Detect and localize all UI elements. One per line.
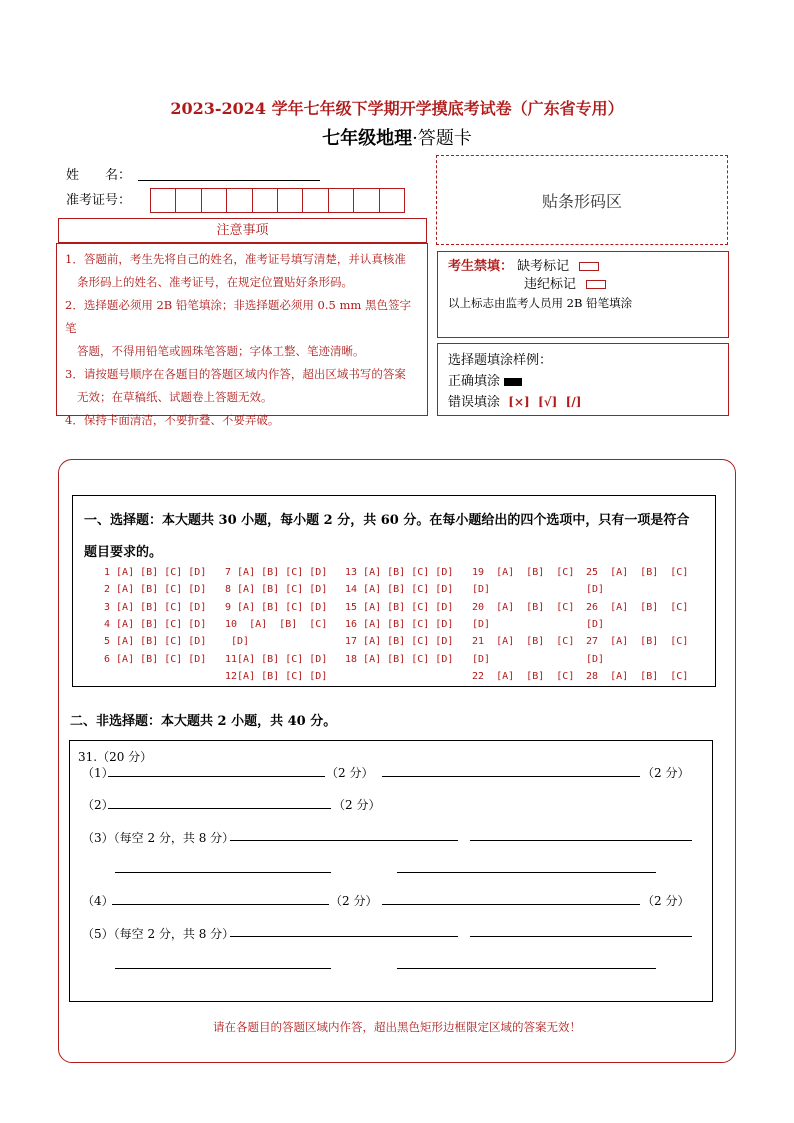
q31-part1-blank-2[interactable] <box>382 776 640 777</box>
q31-label: 31.（20 分） <box>78 750 153 764</box>
mc-option-row[interactable]: 27 [A] [B] [C] <box>586 636 689 648</box>
mc-option-row[interactable]: 21 [A] [B] [C] <box>472 636 575 648</box>
mc-option-row[interactable]: 7 [A] [B] [C] [D] <box>225 567 328 578</box>
examiner-only-box <box>437 251 729 338</box>
mc-option-row[interactable]: 22 [A] [B] [C] <box>472 670 575 682</box>
notice-item-1: 1．答题前，考生先将自己的姓名，准考证号填写清楚，并认真核准 <box>65 252 406 266</box>
mc-option-row[interactable]: 13 [A] [B] [C] [D] <box>345 567 454 578</box>
q31-part5-label: （5）（每空 2 分，共 8 分） <box>82 927 235 941</box>
barcode-label: 贴条形码区 <box>541 191 622 211</box>
section2-heading: 二、非选择题：本大题共 2 小题，共 40 分。 <box>70 714 337 729</box>
mc-option-row[interactable]: 26 [A] [B] [C] <box>586 601 689 613</box>
mc-option-row[interactable]: 20 [A] [B] [C] <box>472 601 575 613</box>
notice-box <box>56 243 428 427</box>
mc-option-row[interactable]: 15 [A] [B] [C] [D] <box>345 601 454 613</box>
forbid-note: 以上标志由监考人员用 2B 铅笔填涂 <box>448 296 633 310</box>
q31-part3-blank-2[interactable] <box>470 840 692 841</box>
mc-option-row[interactable]: 25 [A] [B] [C] <box>586 567 689 578</box>
mc-option-row[interactable]: 4 [A] [B] [C] [D] <box>104 618 207 630</box>
mc-option-row[interactable]: [D] <box>472 584 491 596</box>
mc-option-row[interactable]: 5 [A] [B] [C] [D] <box>104 636 207 648</box>
mc-option-row[interactable]: 12[A] [B] [C] [D] <box>225 670 328 682</box>
mc-option-row[interactable]: 6 [A] [B] [C] [D] <box>104 653 207 665</box>
q31-part1-blank-1[interactable] <box>108 776 325 777</box>
title-year: 2023-2024 <box>170 99 267 118</box>
card-subtitle <box>0 124 794 150</box>
mc-option-row[interactable]: [D] <box>472 618 491 630</box>
wrong-fill-marks: [×] [√] [/] <box>508 395 582 409</box>
exam-title <box>0 96 794 119</box>
notice-item-2-cont: 答题，不得用铅笔或圆珠笔答题；字体工整、笔迹清晰。 <box>77 344 365 358</box>
id-number-boxes[interactable] <box>151 188 405 213</box>
q31-part2-score: （2 分） <box>333 798 381 812</box>
mc-option-row[interactable]: 14 [A] [B] [C] [D] <box>345 584 454 596</box>
mc-option-row[interactable]: [D] <box>472 653 491 665</box>
footer-warning: 请在各题目的答题区域内作答，超出黑色矩形边框限定区域的答案无效！ <box>213 1020 581 1034</box>
mc-heading-line1: 一、选择题：本大题共 30 小题，每小题 2 分，共 60 分。在每小题给出的四个选项中，只有一项是符合 <box>84 513 690 528</box>
mc-option-row[interactable]: 8 [A] [B] [C] [D] <box>225 584 328 596</box>
q31-part1-score-2: （2 分） <box>642 766 690 780</box>
q31-part3-blank-4[interactable] <box>397 872 656 873</box>
id-label: 准考证号： <box>66 193 132 208</box>
sample-heading: 选择题填涂样例： <box>448 353 553 368</box>
notice-item-2: 2．选择题必须用 2B 铅笔填涂；非选择题必须用 0.5 mm 黑色签字笔 <box>65 298 411 335</box>
q31-part3-blank-1[interactable] <box>230 840 458 841</box>
notice-item-4: 4．保持卡面清洁，不要折叠、不要弄破。 <box>65 413 280 427</box>
q31-part1-label: （1） <box>82 766 114 780</box>
id-digit-box[interactable] <box>353 188 379 213</box>
id-digit-box[interactable] <box>201 188 227 213</box>
name-label: 姓 名： <box>66 168 132 183</box>
q31-part5-blank-2[interactable] <box>470 936 692 937</box>
q31-part4-label: （4） <box>82 894 114 908</box>
subtitle-card: ·答题卡 <box>412 128 472 149</box>
q31-part2-label: （2） <box>82 798 114 812</box>
id-digit-box[interactable] <box>226 188 252 213</box>
mc-option-row[interactable]: 18 [A] [B] [C] [D] <box>345 653 454 665</box>
fill-sample-box <box>437 343 729 416</box>
q31-part4-score-2: （2 分） <box>642 894 690 908</box>
id-digit-box[interactable] <box>252 188 278 213</box>
name-field[interactable] <box>138 180 320 181</box>
mc-option-row[interactable]: 3 [A] [B] [C] [D] <box>104 601 207 613</box>
forbid-label: 考生禁填： <box>448 259 514 274</box>
id-digit-box[interactable] <box>150 188 176 213</box>
title-text: 学年七年级下学期开学摸底考试卷（广东省专用） <box>266 99 624 118</box>
absent-mark-label: 缺考标记 <box>517 259 570 274</box>
mc-option-row[interactable]: 16 [A] [B] [C] [D] <box>345 618 454 630</box>
mc-heading <box>84 505 712 569</box>
mc-option-row[interactable]: 17 [A] [B] [C] [D] <box>345 636 454 648</box>
q31-part4-blank-2[interactable] <box>382 904 640 905</box>
id-digit-box[interactable] <box>175 188 201 213</box>
mc-option-row[interactable]: 2 [A] [B] [C] [D] <box>104 584 207 596</box>
correct-fill-label: 正确填涂 <box>448 374 501 389</box>
violation-mark-box[interactable] <box>586 280 606 289</box>
mc-option-row[interactable]: 10 [A] [B] [C] <box>225 618 328 630</box>
q31-part5-blank-1[interactable] <box>230 936 458 937</box>
mc-heading-line2: 题目要求的。 <box>84 545 163 560</box>
q31-part5-blank-3[interactable] <box>115 968 331 969</box>
correct-fill-mark <box>504 378 522 386</box>
q31-part3-label: （3）（每空 2 分，共 8 分） <box>82 831 235 845</box>
q31-box <box>69 740 713 1002</box>
q31-part4-score-1: （2 分） <box>330 894 378 908</box>
id-digit-box[interactable] <box>302 188 328 213</box>
mc-option-row[interactable]: [D] <box>586 584 605 596</box>
violation-mark-label: 违纪标记 <box>524 277 577 292</box>
id-digit-box[interactable] <box>328 188 354 213</box>
notice-item-1-cont: 条形码上的姓名、准考证号，在规定位置贴好条形码。 <box>77 275 353 289</box>
q31-part5-blank-4[interactable] <box>397 968 656 969</box>
mc-option-row[interactable]: [D] <box>225 636 250 648</box>
mc-option-row[interactable]: 1 [A] [B] [C] [D] <box>104 567 207 578</box>
id-digit-box[interactable] <box>277 188 303 213</box>
q31-part3-blank-3[interactable] <box>115 872 331 873</box>
id-digit-box[interactable] <box>379 188 405 213</box>
notice-item-3-cont: 无效；在草稿纸、试题卷上答题无效。 <box>77 390 273 404</box>
wrong-fill-label: 错误填涂 <box>448 395 501 410</box>
mc-option-row[interactable]: 11[A] [B] [C] [D] <box>225 653 328 665</box>
q31-part1-score-1: （2 分） <box>326 766 374 780</box>
subtitle-subject: 七年级地理 <box>322 128 413 149</box>
q31-part4-blank-1[interactable] <box>112 904 329 905</box>
q31-part2-blank[interactable] <box>108 808 331 809</box>
mc-option-row[interactable]: 9 [A] [B] [C] [D] <box>225 601 328 613</box>
mc-option-row[interactable]: 19 [A] [B] [C] <box>472 567 575 578</box>
notice-heading: 注意事项 <box>58 218 427 243</box>
mc-option-row[interactable]: 28 [A] [B] [C] <box>586 670 689 682</box>
mc-option-row[interactable]: [D] <box>586 653 605 665</box>
notice-item-3: 3．请按题号顺序在各题目的答题区域内作答，超出区域书写的答案 <box>65 367 406 381</box>
absent-mark-box[interactable] <box>579 262 599 271</box>
mc-option-row[interactable]: [D] <box>586 618 605 630</box>
barcode-area <box>436 155 728 245</box>
